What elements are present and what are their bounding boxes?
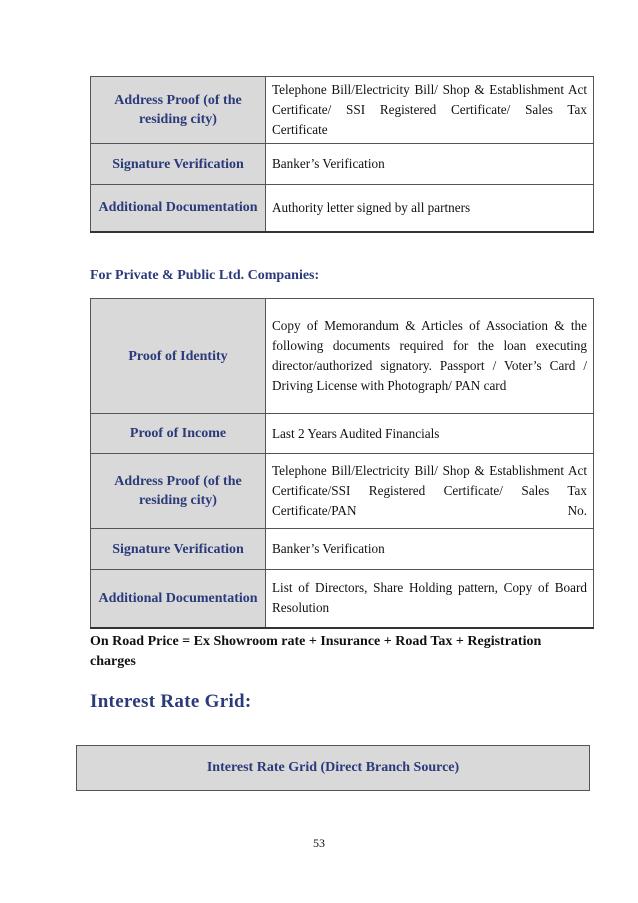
row-label: Proof of Income (91, 414, 266, 454)
table-row (91, 529, 594, 570)
interest-rate-grid-title: Interest Rate Grid (Direct Branch Source) (206, 760, 460, 775)
row-label: Address Proof (of the residing city) (91, 454, 266, 529)
companies-documents-table (90, 298, 594, 629)
row-value: Copy of Memorandum & Articles of Association & the following documents required for the loan executing director/authorized signatory. Passport / Voter’s Card / Driving License with Photograph/ PAN card (266, 299, 594, 414)
row-label: Signature Verification (91, 529, 266, 570)
row-label: Address Proof (of the residing city) (91, 77, 266, 144)
row-value: Authority letter signed by all partners (266, 185, 594, 232)
table-row (91, 144, 594, 185)
row-label: Additional Documentation (91, 185, 266, 232)
table-row (91, 414, 594, 454)
row-value: Banker’s Verification (266, 529, 594, 570)
partnership-documents-table (90, 76, 594, 233)
page-number: 53 (313, 836, 325, 850)
row-value: Banker’s Verification (266, 144, 594, 185)
table-row (91, 299, 594, 414)
row-label: Additional Documentation (91, 570, 266, 628)
row-value: Last 2 Years Audited Financials (266, 414, 594, 454)
table-row (91, 454, 594, 529)
row-label: Proof of Identity (91, 299, 266, 414)
on-road-price-formula: On Road Price = Ex Showroom rate + Insurance + Road Tax + Registration charges (90, 634, 542, 669)
table-row (91, 77, 594, 144)
interest-rate-grid-box (76, 745, 590, 791)
companies-section-heading: For Private & Public Ltd. Companies: (90, 268, 320, 283)
row-value: List of Directors, Share Holding pattern, Copy of Board Resolution (266, 570, 594, 628)
table-row (91, 185, 594, 232)
row-label: Signature Verification (91, 144, 266, 185)
row-value: Telephone Bill/Electricity Bill/ Shop & Establishment Act Certificate/SSI Registered Certificate/ Sales Tax Certificate/PAN No. (266, 454, 594, 529)
row-value: Telephone Bill/Electricity Bill/ Shop & Establishment Act Certificate/ SSI Registered Certificate/ Sales Tax Certificate (266, 77, 594, 144)
interest-rate-grid-heading: Interest Rate Grid: (90, 691, 252, 712)
table-row (91, 570, 594, 628)
